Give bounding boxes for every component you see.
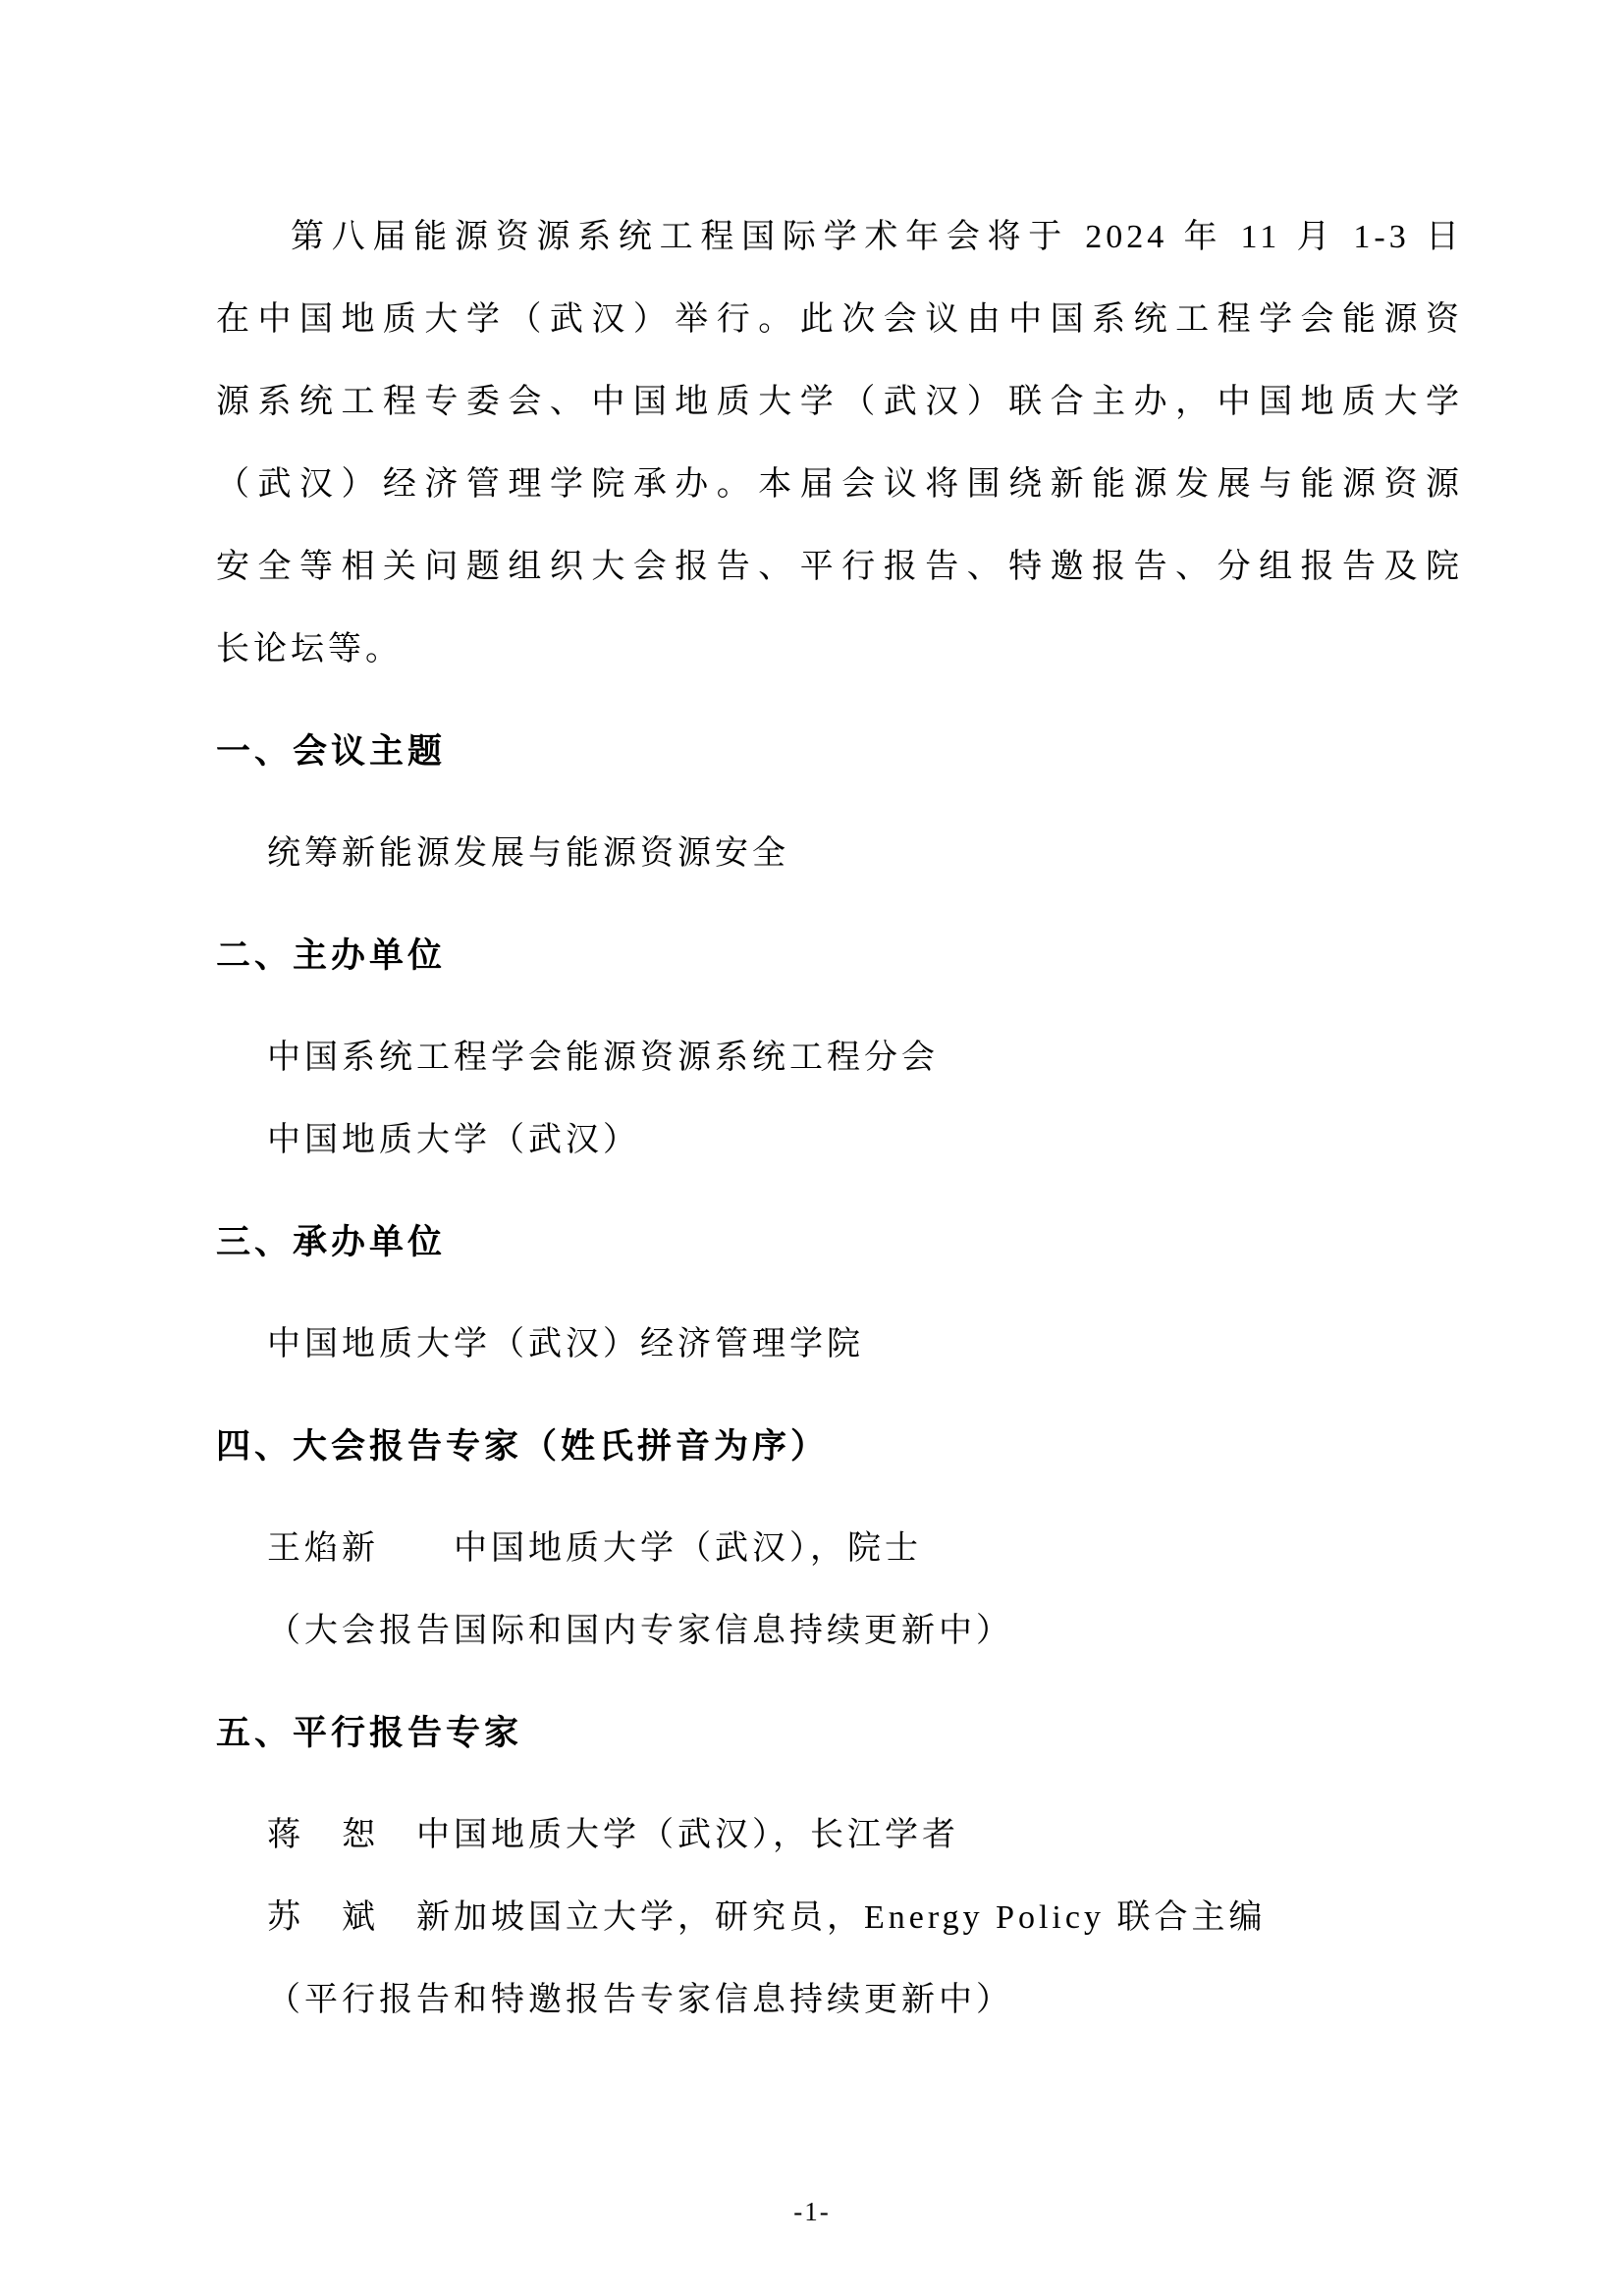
intro-line: 在中国地质大学（武汉）举行。此次会议由中国系统工程学会能源资: [216, 301, 1463, 338]
section-line: 中国地质大学（武汉）: [267, 1122, 640, 1158]
section-line: 中国系统工程学会能源资源系统工程分会: [267, 1040, 939, 1076]
section-heading-organizer: 三、承办单位: [216, 1223, 447, 1261]
intro-line: 第八届能源资源系统工程国际学术年会将于 2024 年 11 月 1-3 日: [291, 219, 1463, 255]
section-line: 统筹新能源发展与能源资源安全: [267, 835, 789, 872]
section-plenary-speakers: [216, 1406, 1463, 1673]
page-number: -1-: [793, 2197, 831, 2226]
section-organizer: [216, 1201, 1463, 1386]
section-line-speaker: 苏 斌 新加坡国立大学，研究员，Energy Policy 联合主编: [267, 1899, 1267, 1936]
section-line: 中国地质大学（武汉）经济管理学院: [267, 1326, 864, 1362]
section-line-note: （平行报告和特邀报告专家信息持续更新中）: [267, 1982, 1013, 2018]
intro-line: （武汉）经济管理学院承办。本届会议将围绕新能源发展与能源资源: [216, 466, 1463, 503]
intro-line: 长论坛等。: [216, 631, 403, 667]
intro-paragraph: [216, 196, 1463, 691]
section-heading-plenary-speakers: 四、大会报告专家（姓氏拼音为序）: [216, 1427, 830, 1466]
intro-line: 安全等相关问题组织大会报告、平行报告、特邀报告、分组报告及院: [216, 549, 1463, 585]
section-heading-parallel-speakers: 五、平行报告专家: [216, 1714, 523, 1752]
section-hosts: [216, 915, 1463, 1182]
section-line-speaker: 王焰新 中国地质大学（武汉），院士: [267, 1530, 922, 1567]
intro-line: 源系统工程专委会、中国地质大学（武汉）联合主办，中国地质大学: [216, 384, 1463, 420]
section-heading-theme: 一、会议主题: [216, 732, 447, 771]
section-conference-theme: [216, 711, 1463, 895]
section-line-speaker: 蒋 恕 中国地质大学（武汉），长江学者: [267, 1817, 959, 1853]
section-heading-hosts: 二、主办单位: [216, 936, 447, 975]
section-parallel-speakers: [216, 1692, 1463, 2042]
section-line-note: （大会报告国际和国内专家信息持续更新中）: [267, 1613, 1013, 1649]
